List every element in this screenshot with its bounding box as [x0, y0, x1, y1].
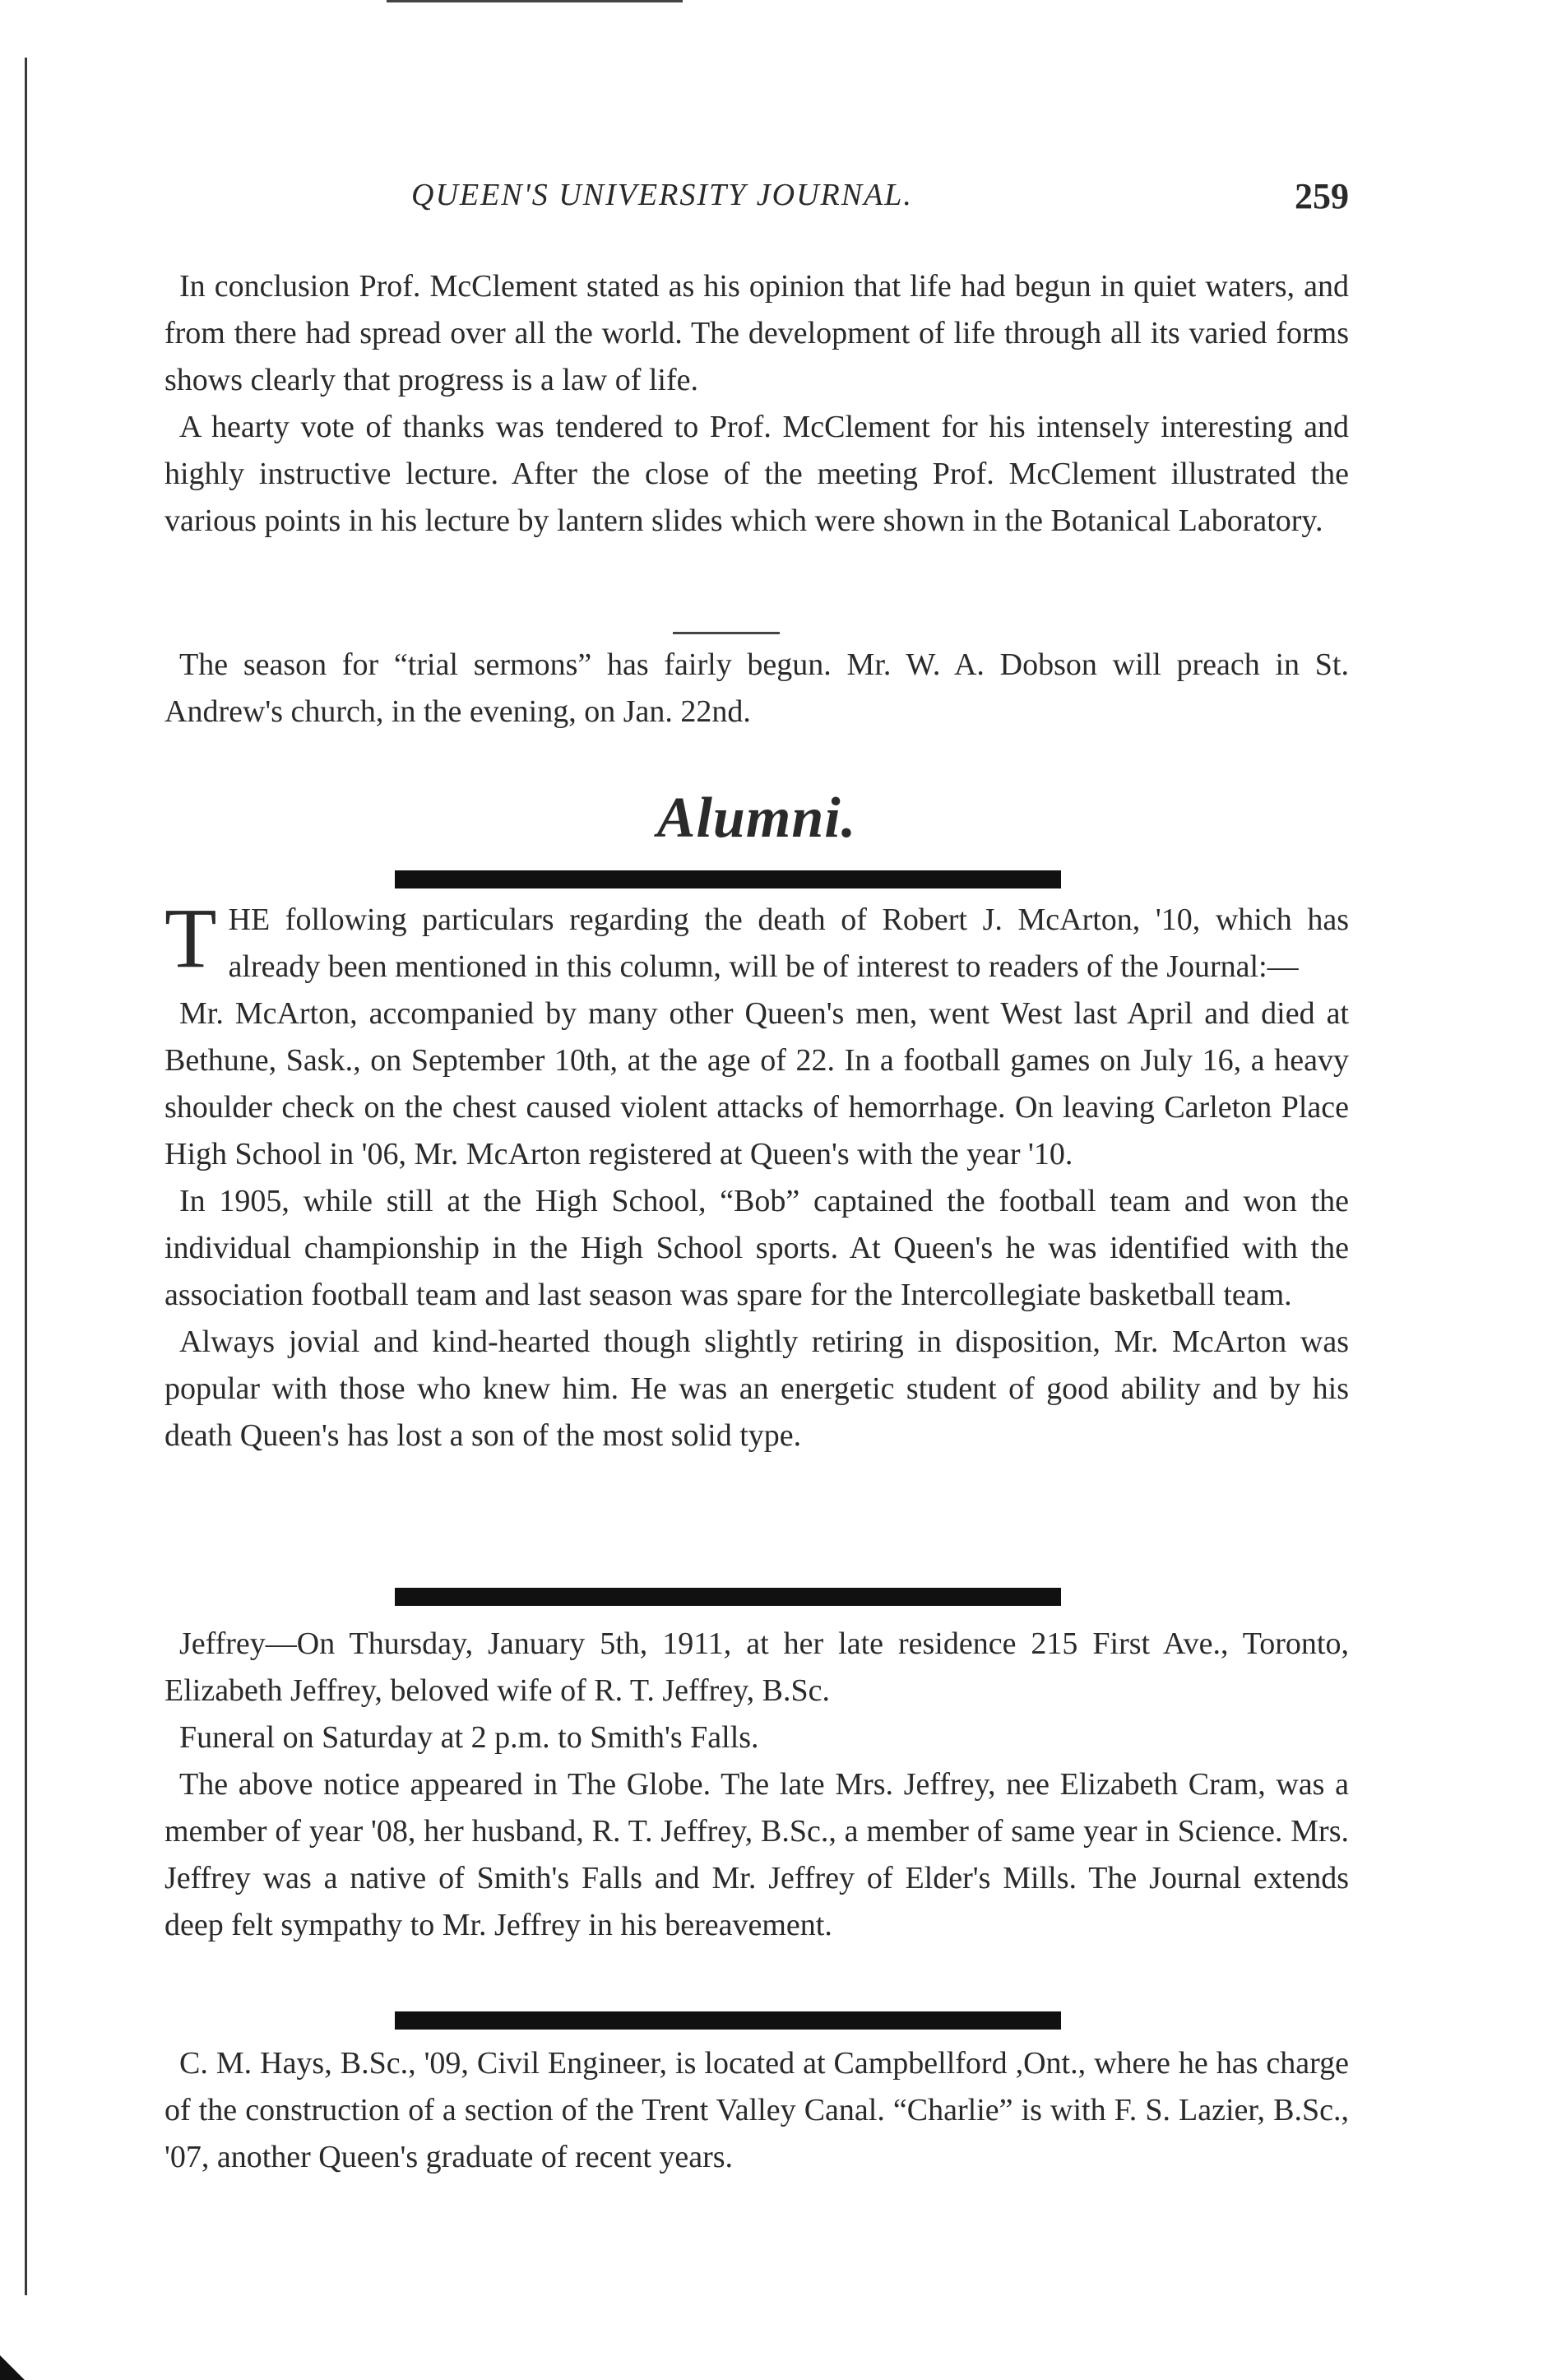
alumni-item-hays: [165, 2040, 1349, 2181]
alumni-item-mcarton: [165, 891, 1349, 1459]
lecture-conclusion-section: [165, 263, 1349, 545]
page-number: 259: [1295, 176, 1349, 216]
paragraph: In 1905, while still at the High School, “Bob” captained the football team and won the individual championship in the High School sports. At Queen's he was identified with the association football team and last season was spare for the Intercollegiate basketball team.: [165, 1184, 1349, 1312]
paragraph-text: HE following particulars regarding the death of Robert J. McArton, '10, which has already been mentioned in this column, will be of interest to readers of the Journal:—: [228, 902, 1349, 984]
section-divider: [673, 632, 780, 634]
corner-mark: [0, 2355, 25, 2380]
paragraph: Mr. McArton, accompanied by many other Queen's men, went West last April and died at Bethune, Sask., on September 10th, at the age of 22. In a football games on July 16, a heavy shoulder check on the chest caused violent attacks of hemorrhage. On leaving Carleton Place High School in '06, Mr. McArton registered at Queen's with the year '10.: [165, 996, 1349, 1171]
alumni-heading: Alumni.: [656, 786, 857, 850]
top-rule: [387, 0, 683, 2]
heavy-divider: [395, 1588, 1061, 1606]
margin-rule: [25, 58, 27, 2295]
heavy-divider: [395, 870, 1061, 888]
paragraph: The season for “trial sermons” has fairly begun. Mr. W. A. Dobson will preach in St. Andrew's church, in the evening, on Jan. 22nd.: [165, 647, 1349, 729]
drop-cap: T: [165, 891, 217, 986]
heavy-divider: [395, 2011, 1061, 2030]
paragraph: C. M. Hays, B.Sc., '09, Civil Engineer, is located at Campbellford ,Ont., where he has charge of the construction of a section of the Trent Valley Canal. “Charlie” is with F. S. Lazier, B.Sc., '07, another Queen's graduate of recent years.: [165, 2046, 1349, 2174]
paragraph: [165, 891, 1349, 991]
paragraph: Jeffrey—On Thursday, January 5th, 1911, at her late residence 215 First Ave., Toronto, Elizabeth Jeffrey, beloved wife of R. T. Jeffrey, B.Sc.: [165, 1626, 1349, 1708]
paragraph: In conclusion Prof. McClement stated as his opinion that life had begun in quiet waters, and from there had spread over all the world. The development of life through all its varied forms shows clearly that progress is a law of life.: [165, 269, 1349, 397]
paragraph: Always jovial and kind-hearted though slightly retiring in disposition, Mr. McArton was popular with those who knew him. He was an energetic student of good ability and by his death Queen's has lost a son of the most solid type.: [165, 1325, 1349, 1453]
paragraph: The above notice appeared in The Globe. The late Mrs. Jeffrey, nee Elizabeth Cram, was a member of year '08, her husband, R. T. Jeffrey, B.Sc., a member of same year in Science. Mrs. Jeffrey was a native of Smith's Falls and Mr. Jeffrey of Elder's Mills. The Journal extends deep felt sympathy to Mr. Jeffrey in his bereavement.: [165, 1767, 1349, 1942]
trial-sermons-section: [165, 642, 1349, 735]
paragraph: Funeral on Saturday at 2 p.m. to Smith's Falls.: [179, 1720, 759, 1755]
page-header: [165, 177, 1349, 226]
running-head: QUEEN'S UNIVERSITY JOURNAL.: [411, 178, 913, 212]
alumni-item-jeffrey: [165, 1621, 1349, 1949]
paragraph: A hearty vote of thanks was tendered to Prof. McClement for his intensely interesting and highly instructive lecture. After the close of the meeting Prof. McClement illustrated the various points in his lecture by lantern slides which were shown in the Botanical Laboratory.: [165, 410, 1349, 538]
